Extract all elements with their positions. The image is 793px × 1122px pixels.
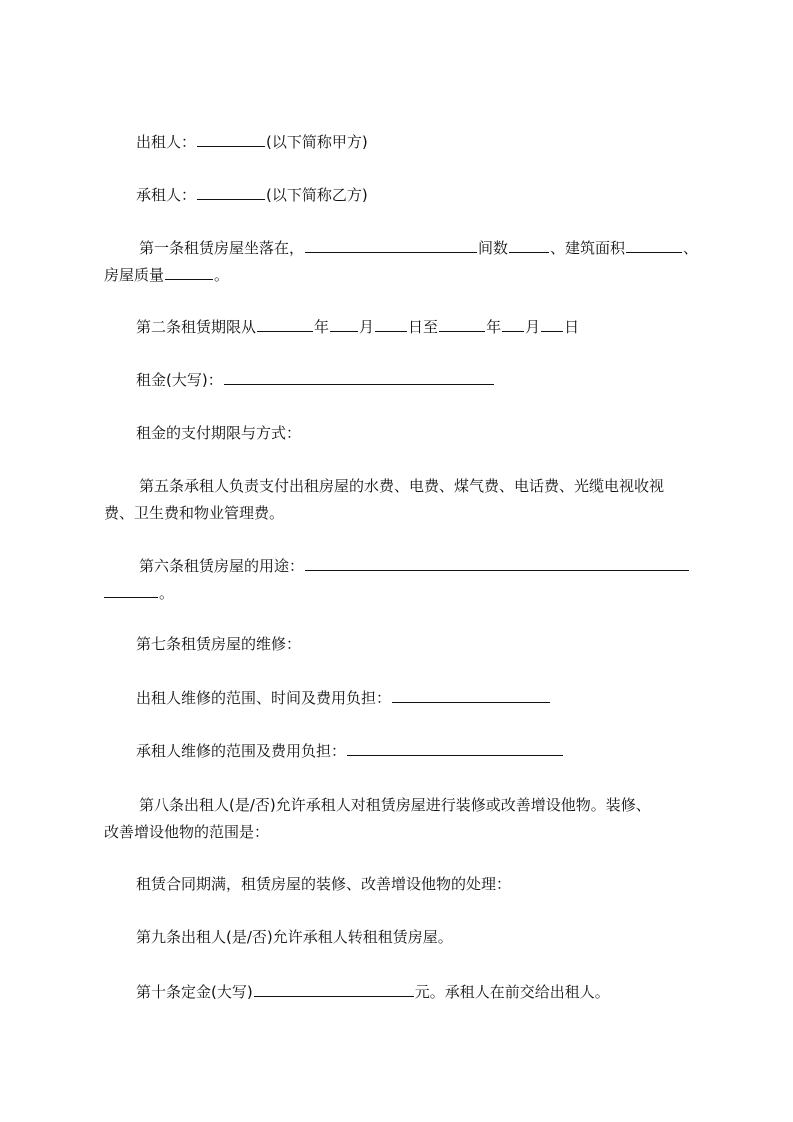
rent-label: 租金(大写)： xyxy=(136,371,223,389)
article6-prefix: 第六条租赁房屋的用途： xyxy=(139,557,305,575)
article1-rooms: 间数 xyxy=(478,239,509,257)
article1-end1: 、 xyxy=(683,239,699,257)
article1-end2: 。 xyxy=(214,266,230,284)
article2-prefix: 第二条租赁期限从 xyxy=(136,318,257,336)
lessor-label: 出租人： xyxy=(136,133,197,151)
location-blank[interactable] xyxy=(305,237,477,253)
end-day-blank[interactable] xyxy=(541,316,563,332)
article8-line2 xyxy=(104,822,269,842)
lessor-repair-blank[interactable] xyxy=(392,687,550,703)
payment-line xyxy=(136,423,301,443)
start-day-blank[interactable] xyxy=(375,316,407,332)
lessor-blank[interactable] xyxy=(197,131,265,147)
article2-line xyxy=(136,316,579,337)
article10-line xyxy=(136,981,610,1002)
lessee-label: 承租人： xyxy=(136,186,197,204)
article5-text1: 第五条承租人负责支付出租房屋的水费、电费、煤气费、电话费、光缆电视收视 xyxy=(139,477,665,495)
end-year-blank[interactable] xyxy=(439,316,485,332)
lessee-suffix: (以下简称乙方) xyxy=(266,186,368,204)
article6-line1 xyxy=(139,555,690,576)
lease-end-text: 租赁合同期满，租赁房屋的装修、改善增设他物的处理： xyxy=(136,875,512,893)
article5-line1 xyxy=(139,476,664,496)
article7-text: 第七条租赁房屋的维修： xyxy=(136,635,302,653)
article1-area: 、建筑面积 xyxy=(550,239,626,257)
lease-end-line xyxy=(136,874,511,894)
article2-month: 月 xyxy=(359,318,375,336)
article1-line1 xyxy=(139,237,698,258)
lessor-repair-line xyxy=(136,687,551,708)
article2-day-to: 日至 xyxy=(408,318,439,336)
article2-year2: 年 xyxy=(486,318,502,336)
article1-line2 xyxy=(104,264,229,285)
lessee-repair-blank[interactable] xyxy=(347,740,563,756)
payment-text: 租金的支付期限与方式： xyxy=(136,424,302,442)
lessee-repair-line xyxy=(136,740,564,761)
rent-line xyxy=(136,369,495,390)
lessor-suffix: (以下简称甲方) xyxy=(266,133,368,151)
article9-line xyxy=(136,927,453,947)
area-blank[interactable] xyxy=(626,237,682,253)
deposit-blank[interactable] xyxy=(254,981,414,997)
article1-prefix: 第一条租赁房屋坐落在， xyxy=(139,239,305,257)
lessor-line xyxy=(136,131,368,152)
start-year-blank[interactable] xyxy=(257,316,313,332)
rooms-blank[interactable] xyxy=(509,237,549,253)
article6-end: 。 xyxy=(159,584,175,602)
article2-year: 年 xyxy=(314,318,330,336)
article5-text2: 费、卫生费和物业管理费。 xyxy=(104,504,285,522)
article1-quality: 房屋质量 xyxy=(104,266,165,284)
lessee-blank[interactable] xyxy=(197,184,265,200)
article2-month2: 月 xyxy=(525,318,541,336)
start-month-blank[interactable] xyxy=(330,316,358,332)
article7-line xyxy=(136,634,301,654)
article8-line1 xyxy=(139,795,651,815)
article10-prefix: 第十条定金(大写) xyxy=(136,983,253,1001)
lessee-repair-label: 承租人维修的范围及费用负担： xyxy=(136,742,347,760)
article9-text: 第九条出租人(是/否)允许承租人转租租赁房屋。 xyxy=(136,928,453,946)
article8-text1: 第八条出租人(是/否)允许承租人对租赁房屋进行装修或改善增设他物。装修、 xyxy=(139,796,651,814)
quality-blank[interactable] xyxy=(165,264,213,280)
article6-line2 xyxy=(104,582,174,603)
article8-text2: 改善增设他物的范围是： xyxy=(104,823,270,841)
article10-suffix: 元。承租人在前交给出租人。 xyxy=(414,983,610,1001)
lessor-repair-label: 出租人维修的范围、时间及费用负担： xyxy=(136,689,392,707)
purpose-blank-cont[interactable] xyxy=(104,582,158,598)
article2-day2: 日 xyxy=(564,318,580,336)
lessee-line xyxy=(136,184,368,205)
rent-blank[interactable] xyxy=(224,369,494,385)
end-month-blank[interactable] xyxy=(502,316,524,332)
article5-line2 xyxy=(104,503,284,523)
purpose-blank[interactable] xyxy=(305,555,689,571)
